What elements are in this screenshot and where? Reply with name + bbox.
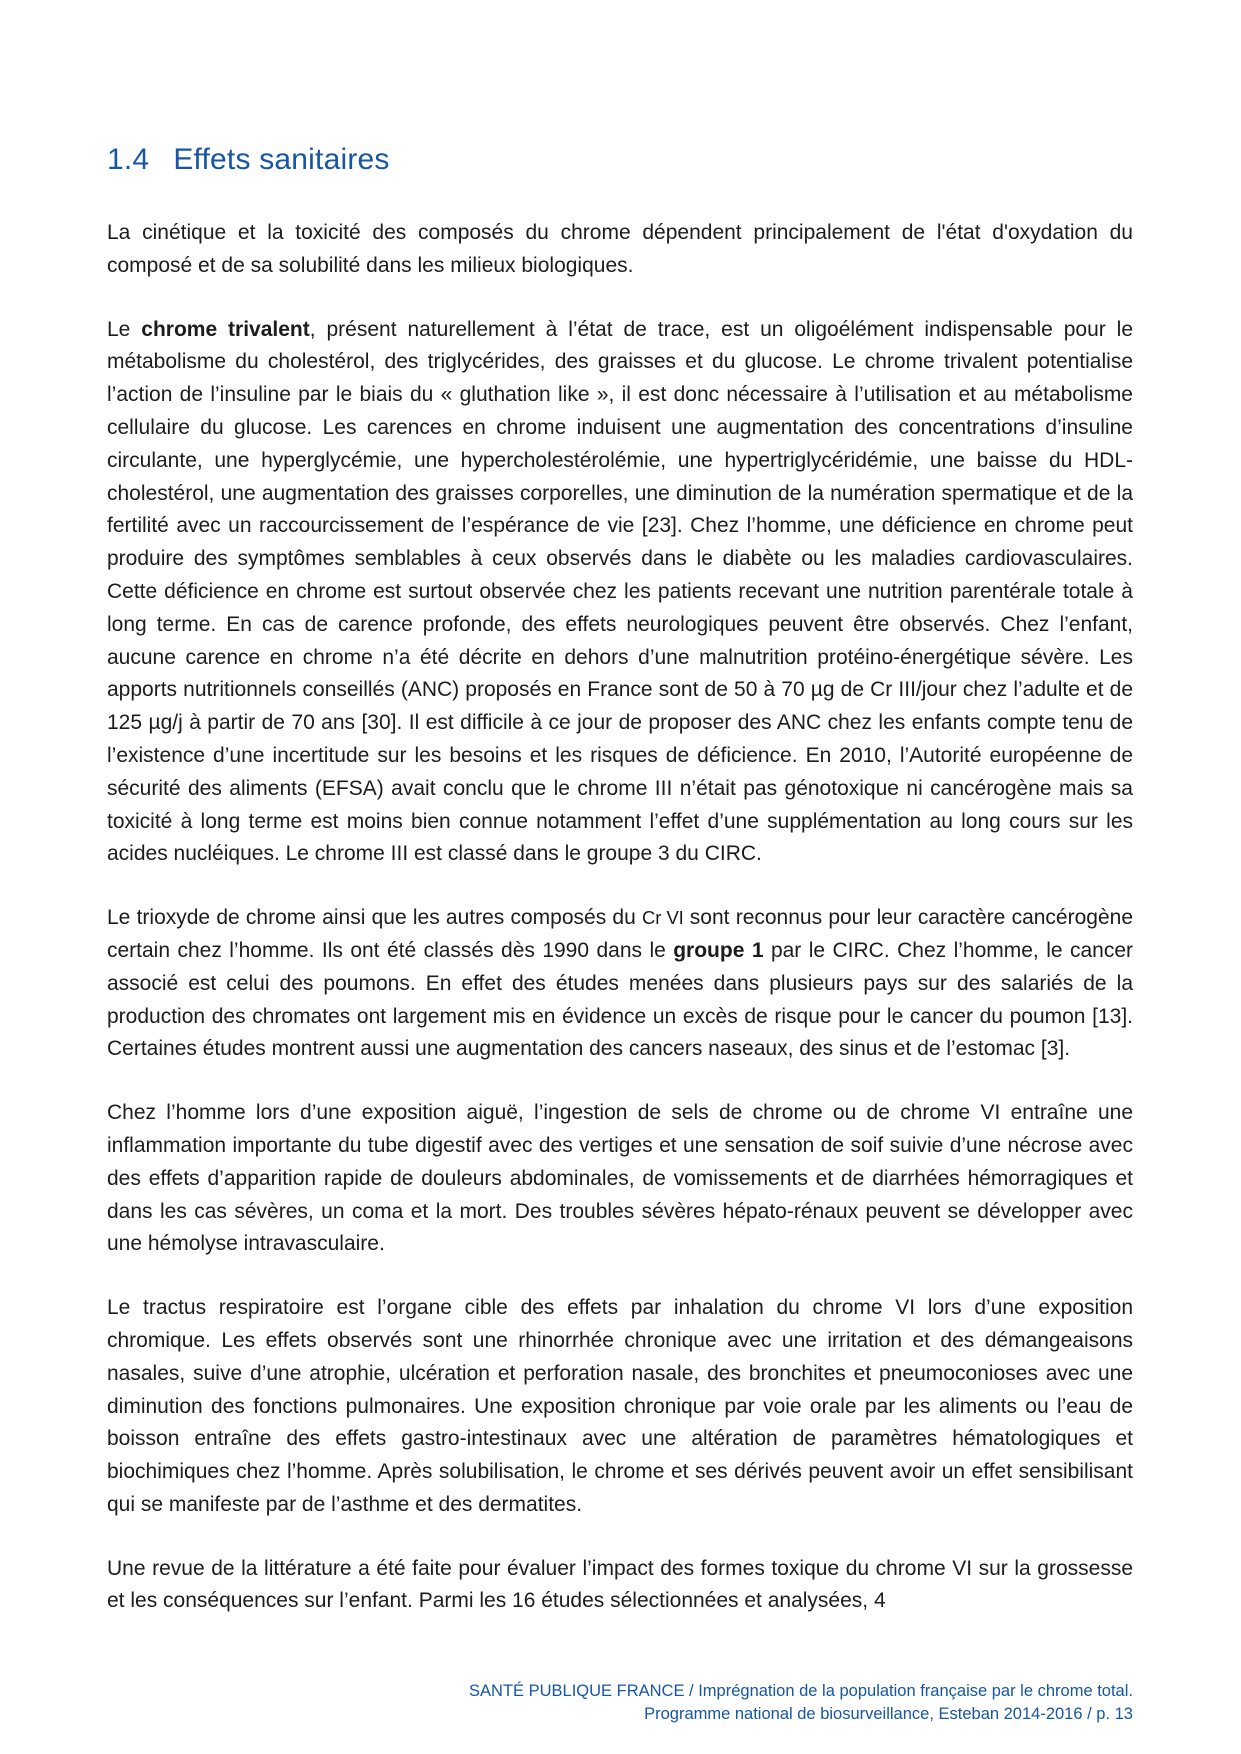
paragraph <box>107 1553 1133 1619</box>
text-run: Le tractus respiratoire est l’organe cible des effets par inhalation du chrome VI lors d’une exposition chromique. Les effets observés sont une rhinorrhée chronique avec une irritation et des démangeaisons nasales, suive d’une atrophie, ulcération et perforation nasale, des bronchites et pneumoconioses avec une diminution des fonctions pulmonaires. Une exposition chronique par voie orale par les aliments ou l’eau de boisson entraîne des effets gastro-intestinaux avec une altération de paramètres hématologiques et biochimiques chez l’homme. Après solubilisation, le chrome et ses dérivés peuvent avoir un effet sensibilisant qui se manifeste par de l’asthme et des dermatites. <box>107 1296 1133 1516</box>
condensed-run: Cr VI <box>642 907 684 929</box>
footer-line-1: SANTÉ PUBLIQUE FRANCE / Imprégnation de la population française par le chrome total. <box>469 1682 1133 1700</box>
text-run: par le CIRC. Chez l’homme, le cancer associé est celui des poumons. En effet des études menées dans plusieurs pays sur des salariés de la production des chromates ont largement mis en évidence un excès de risque pour le cancer du poumon [13]. Certaines études montrent aussi une augmentation des cancers naseaux, des sinus et de l’estomac [3]. <box>107 938 1134 1061</box>
text-run: Chez l’homme lors d’une exposition aiguë, l’ingestion de sels de chrome ou de chrome VI entraîne une inflammation importante du tube digestif avec des vertiges et une sensation de soif suivie d’une nécrose avec des effets d’apparition rapide de douleurs abdominales, de vomissements et de diarrhées hémorragiques et dans les cas sévères, un coma et la mort. Des troubles sévères hépato-rénaux peuvent se développer avec une hémolyse intravasculaire. <box>107 1101 1133 1256</box>
paragraph <box>107 314 1133 872</box>
text-run: Le trioxyde de chrome ainsi que les autres composés du <box>107 906 643 930</box>
text-run: Le <box>107 317 142 341</box>
page-footer <box>469 1680 1133 1726</box>
text-run: , présent naturellement à l’état de trace, est un oligoélément indispensable pour le métabolisme du cholestérol, des triglycérides, des graisses et du glucose. Le chrome trivalent potentialise l’action de l’insuline par le biais du « gluthation like », il est donc nécessaire à l’utilisation et au métabolisme cellulaire du glucose. Les carences en chrome induisent une augmentation des concentrations d’insuline circulante, une hyperglycémie, une hypercholestérolémie, une hypertriglycéridémie, une baisse du HDL-cholestérol, une augmentation des graisses corporelles, une diminution de la numération spermatique et de la fertilité avec un raccourcissement de l’espérance de vie [23]. Chez l’homme, une déficience en chrome peut produire des symptômes semblables à ceux observés dans le diabète ou les maladies cardiovasculaires. Cette déficience en chrome est surtout observée chez les patients recevant une nutrition parentérale totale à long terme. En cas de carence profonde, des effets neurologiques peuvent être observés. Chez l’enfant, aucune carence en chrome n’a été décrite en dehors d’une malnutrition protéino-énergétique sévère. Les apports nutritionnels conseillés (ANC) proposés en France sont de 50 à 70 µg de Cr III/jour chez l’adulte et de 125 µg/j à partir de 70 ans [30]. Il est difficile à ce jour de proposer des ANC chez les enfants compte tenu de l’existence d’une incertitude sur les besoins et les risques de déficience. En 2010, l’Autorité européenne de sécurité des aliments (EFSA) avait conclu que le chrome III n’était pas génotoxique ni cancérogène mais sa toxicité à long terme est moins bien connue notamment l’effet d’une supplémentation au long cours sur les acides nucléiques. Le chrome III est classé dans le groupe 3 du CIRC. <box>107 317 1133 866</box>
section-heading <box>107 143 1133 177</box>
bold-run: groupe 1 <box>673 938 764 962</box>
paragraph <box>107 1097 1133 1261</box>
footer-line-2: Programme national de biosurveillance, Esteban 2014-2016 / p. 13 <box>644 1705 1133 1723</box>
paragraph <box>107 902 1133 1066</box>
text-run: Une revue de la littérature a été faite pour évaluer l’impact des formes toxique du chrome VI sur la grossesse et les conséquences sur l’enfant. Parmi les 16 études sélectionnées et analysées, 4 <box>107 1556 1133 1613</box>
paragraph <box>107 1292 1133 1522</box>
page-content <box>107 143 1133 1649</box>
bold-run: chrome trivalent <box>141 317 310 341</box>
section-number: 1.4 <box>107 143 150 176</box>
text-run: La cinétique et la toxicité des composés du chrome dépendent principalement de l'état d'oxydation du composé et de sa solubilité dans les milieux biologiques. <box>107 221 1133 277</box>
text-run: sont reconnus pour leur caractère cancérogène certain chez l’homme. Ils ont été classés dès 1990 dans le <box>107 906 1134 962</box>
paragraph <box>107 217 1133 283</box>
body-paragraphs <box>107 217 1133 1618</box>
section-title: Effets sanitaires <box>173 143 390 176</box>
